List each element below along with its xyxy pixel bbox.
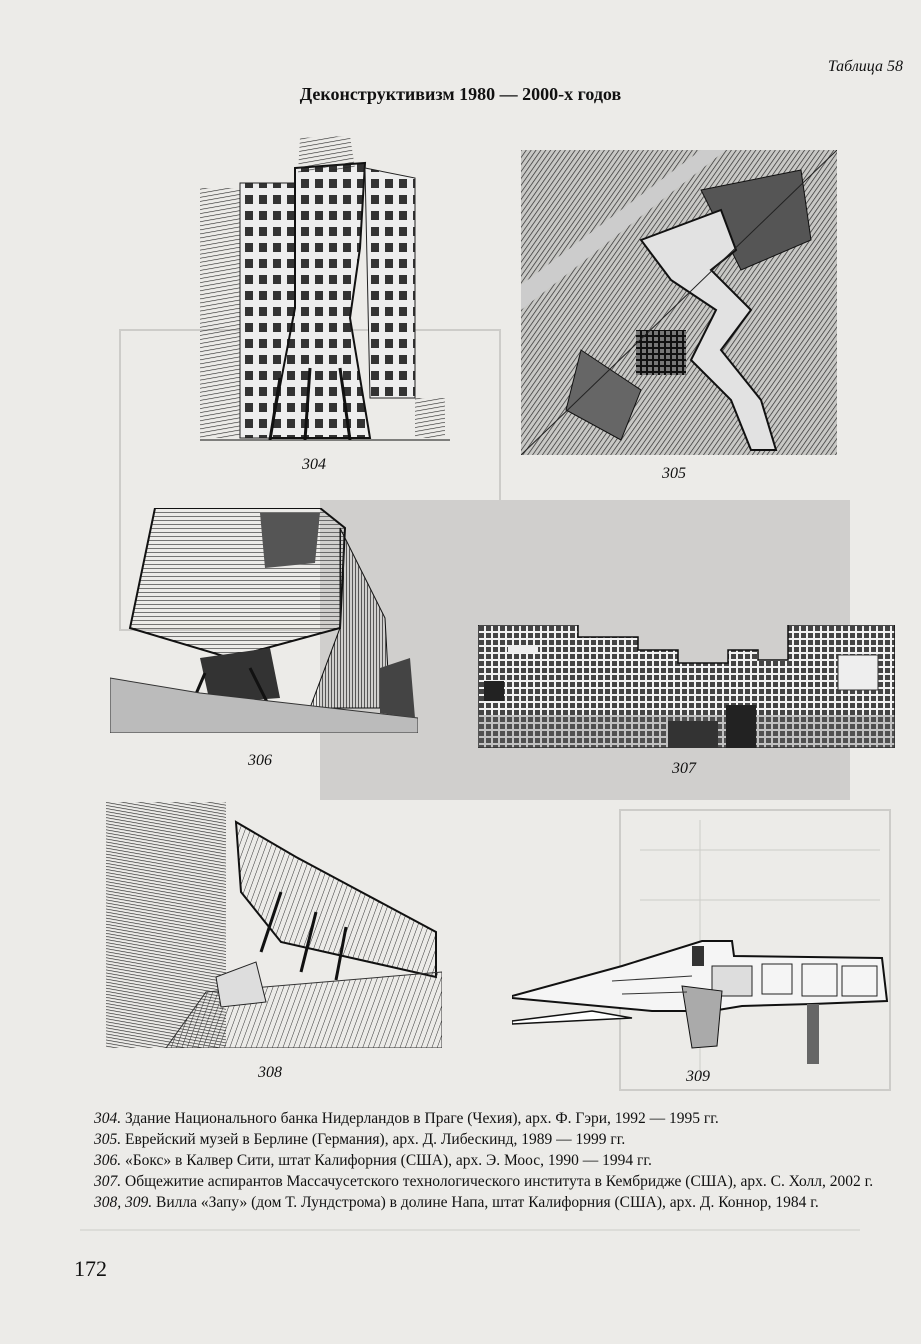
figure-304-label: 304 (302, 456, 326, 473)
figure-305-image (521, 150, 837, 455)
figure-307-image (478, 625, 895, 748)
caption-305 (94, 1129, 894, 1150)
figure-308-label: 308 (258, 1064, 282, 1081)
page-number: 172 (74, 1256, 107, 1281)
captions-block (94, 1108, 894, 1213)
figure-306-image (110, 508, 418, 733)
caption-number: 304. (94, 1110, 122, 1127)
figure-304-image (200, 128, 450, 443)
figure-307-label: 307 (672, 760, 696, 777)
caption-text: Еврейский музей в Берлине (Германия), арх. Д. Либескинд, 1989 — 1999 гг. (121, 1131, 626, 1148)
figure-309-image (512, 936, 894, 1071)
plate-label: Таблица 58 (827, 58, 903, 75)
figure-308-image (106, 802, 442, 1048)
caption-304 (94, 1108, 894, 1129)
caption-number: 306. (94, 1152, 122, 1169)
caption-307 (94, 1171, 894, 1192)
caption-text: Вилла «Запу» (дом Т. Лундстрома) в долине Напа, штат Калифорния (США), арх. Д. Коннор, 1984 г. (152, 1194, 819, 1211)
caption-number: 305. (94, 1131, 122, 1148)
figure-305-label: 305 (662, 465, 686, 482)
page-title: Деконструктивизм 1980 — 2000-х годов (299, 84, 622, 104)
caption-number: 307. (94, 1173, 122, 1190)
caption-306 (94, 1150, 894, 1171)
caption-number: 308, 309. (94, 1194, 153, 1211)
caption-308-309 (94, 1192, 894, 1213)
caption-text: Общежитие аспирантов Массачусетского технологического института в Кембридже (США), арх. С. Холл, 2002 г. (121, 1173, 874, 1190)
caption-text: Здание Национального банка Нидерландов в Праге (Чехия), арх. Ф. Гэри, 1992 — 1995 гг. (121, 1110, 719, 1127)
figure-306-label: 306 (248, 752, 272, 769)
caption-text: «Бокс» в Калвер Сити, штат Калифорния (США), арх. Э. Моос, 1990 — 1994 гг. (121, 1152, 652, 1169)
figure-309-label: 309 (686, 1068, 710, 1085)
